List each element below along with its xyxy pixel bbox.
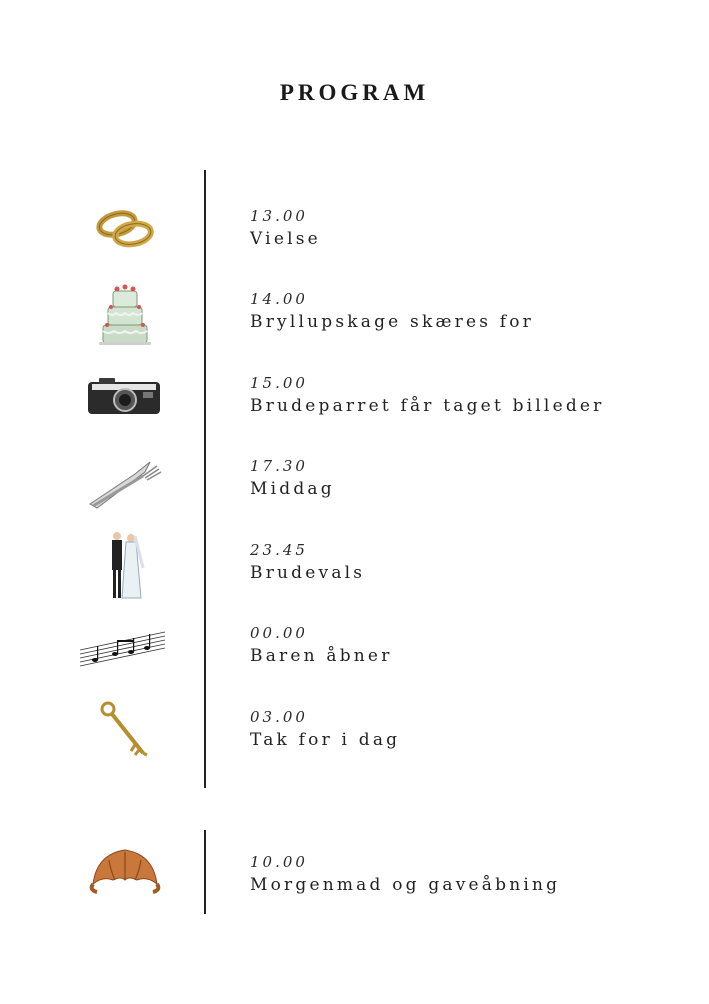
event-label: Bryllupskage skæres for [250, 312, 535, 332]
event-label: Baren åbner [250, 646, 393, 666]
event-time: 23.45 [250, 541, 308, 559]
event-label: Vielse [250, 229, 321, 249]
event-label: Middag [250, 479, 335, 499]
event-label: Brudeparret får taget billeder [250, 396, 605, 416]
event-time: 13.00 [250, 207, 308, 225]
event-time: 03.00 [250, 708, 308, 726]
camera-icon [75, 358, 175, 438]
key-icon [75, 695, 175, 775]
event-label: Morgenmad og gaveåbning [250, 875, 561, 895]
event-label: Brudevals [250, 563, 366, 583]
event-time: 00.00 [250, 624, 308, 642]
page-title: PROGRAM [279, 80, 430, 105]
knife-fork-icon [75, 444, 175, 524]
event-time: 15.00 [250, 374, 308, 392]
dancing-couple-icon [75, 528, 175, 608]
event-time: 10.00 [250, 853, 308, 871]
wedding-rings-icon [75, 190, 175, 270]
event-time: 17.30 [250, 457, 308, 475]
music-notes-icon [75, 610, 175, 690]
wedding-cake-icon [75, 275, 175, 355]
event-label: Tak for i dag [250, 730, 401, 750]
event-time: 14.00 [250, 290, 308, 308]
croissant-icon [75, 832, 175, 912]
